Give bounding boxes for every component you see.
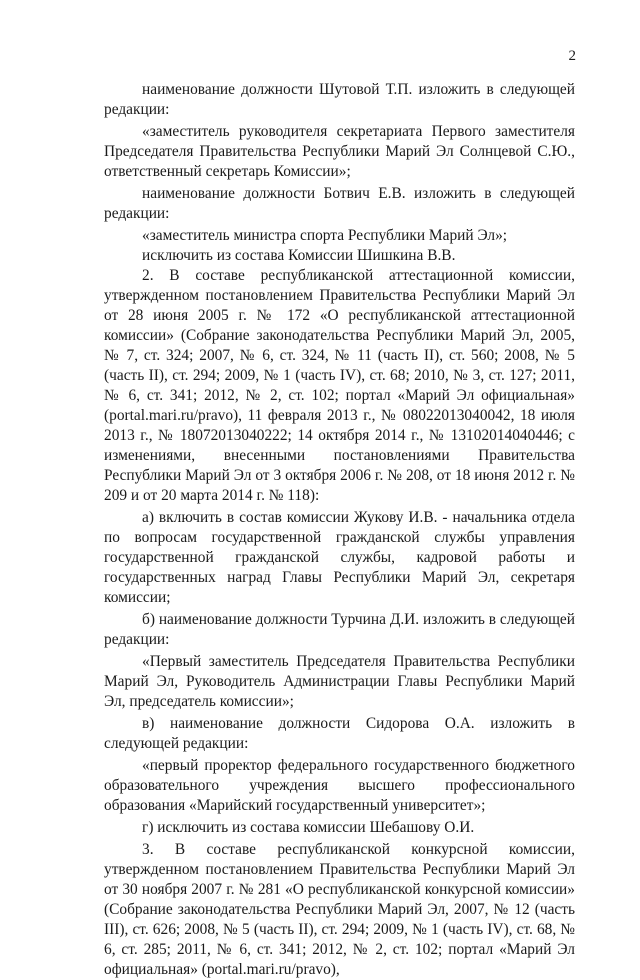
paragraph-13: 3. В составе республиканской конкурсной комиссии, утвержденном постановлением Правительства Республики Марий Эл от 30 ноября 2007 г. № 281 «О республиканской конкурсной комиссии» (Собрание законодательства Республики Марий Эл, 2007, № 12 (часть III), ст. 626; 2008, № 5 (часть II), ст. 294; 2009, № 1 (часть IV), ст. 68, № 6, ст. 285; 2011, № 6, ст. 341; 2012, № 2, ст. 102; портал «Марий Эл официальная» (portal.mari.ru/pravo),: [104, 841, 575, 978]
document-body: [104, 80, 575, 980]
paragraph-11: «первый проректор федерального государственного бюджетного образовательного учреждения высшего профессионального образования «Марийский государственный университет»;: [104, 757, 575, 814]
paragraph-3: наименование должности Ботвич Е.В. изложить в следующей редакции:: [104, 185, 575, 222]
paragraph-7: а) включить в состав комиссии Жукову И.В. - начальника отдела по вопросам государственной гражданской службы управления государственной гражданской службы, кадровой работы и государственных наград Главы Республики Марий Эл, секретаря комиссии;: [104, 509, 575, 606]
paragraph-9: «Первый заместитель Председателя Правительства Республики Марий Эл, Руководитель Администрации Главы Республики Марий Эл, председатель комиссии»;: [104, 653, 575, 710]
paragraph-2: «заместитель руководителя секретариата Первого заместителя Председателя Правительства Республики Марий Эл Солнцевой С.Ю., ответственный секретарь Комиссии»;: [104, 123, 575, 180]
paragraph-1: наименование должности Шутовой Т.П. изложить в следующей редакции:: [104, 81, 575, 118]
paragraph-4: «заместитель министра спорта Республики Марий Эл»;: [142, 227, 508, 244]
paragraph-8: б) наименование должности Турчина Д.И. изложить в следующей редакции:: [104, 611, 575, 648]
page-number: 2: [568, 48, 576, 64]
paragraph-5: исключить из состава Комиссии Шишкина В.В.: [142, 247, 456, 264]
paragraph-10: в) наименование должности Сидорова О.А. изложить в следующей редакции:: [104, 715, 575, 752]
paragraph-6: 2. В составе республиканской аттестационной комиссии, утвержденном постановлением Правительства Республики Марий Эл от 28 июня 2005 г. № 172 «О республиканской аттестационной комиссии» (Собрание законодательства Республики Марий Эл, 2005, № 7, ст. 324; 2007, № 6, ст. 324, № 11 (часть II), ст. 560; 2008, № 5 (часть II), ст. 294; 2009, № 1 (часть IV), ст. 68; 2010, № 3, ст. 127; 2011, № 6, ст. 341; 2012, № 2, ст. 102; портал «Марий Эл официальная» (portal.mari.ru/pravo), 11 февраля 2013 г., № 08022013040042, 18 июля 2013 г., № 18072013040222; 14 октября 2014 г., № 13102014040446; с изменениями, внесенными постановлениями Правительства Республики Марий Эл от 3 октября 2006 г. № 208, от 18 июня 2012 г. № 209 и от 20 марта 2014 г. № 118):: [104, 267, 575, 504]
paragraph-12: г) исключить из состава комиссии Шебашову О.И.: [142, 819, 475, 836]
